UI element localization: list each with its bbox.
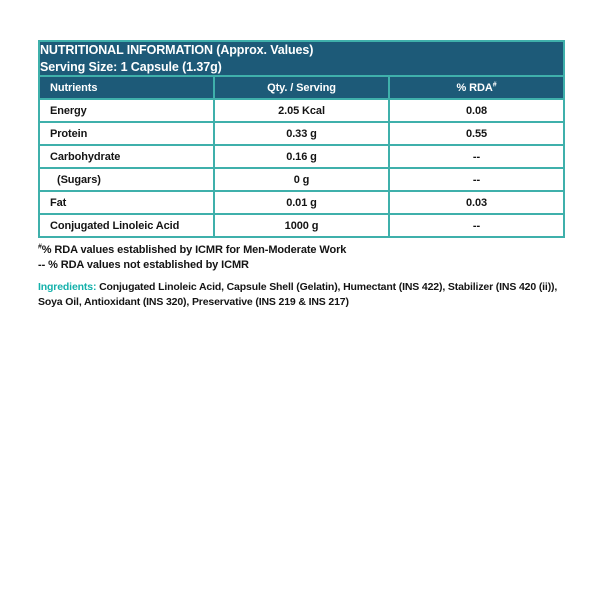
rda-percent-cell: --	[389, 145, 564, 168]
rda-percent-cell: --	[389, 168, 564, 191]
ingredients-text: Conjugated Linoleic Acid, Capsule Shell (Gelatin), Humectant (INS 422), Stabilizer (INS 420 (ii)), Soya Oil, Antioxidant (INS 320), Preservative (INS 219 & INS 217)	[38, 281, 558, 308]
title-row	[39, 41, 564, 76]
nutrient-name-cell: (Sugars)	[39, 168, 214, 191]
rda-header-text: % RDA	[456, 81, 493, 94]
footnote-dash-marker: --	[38, 259, 46, 271]
nutrient-name-cell: Protein	[39, 122, 214, 145]
table-row	[39, 122, 564, 145]
nutrition-label	[38, 40, 565, 310]
qty-per-serving-cell: 0.01 g	[214, 191, 389, 214]
table-row	[39, 191, 564, 214]
qty-per-serving-cell: 0 g	[214, 168, 389, 191]
footnote-hash-marker: #	[38, 243, 42, 251]
table-row	[39, 145, 564, 168]
footnote-rda-not-established-text: % RDA values not established by ICMR	[48, 259, 249, 271]
table-title-band	[39, 41, 564, 76]
rda-percent-cell: 0.03	[389, 191, 564, 214]
rda-percent-cell: 0.08	[389, 99, 564, 122]
column-header-row	[39, 76, 564, 99]
qty-per-serving-cell: 1000 g	[214, 214, 389, 237]
table-row	[39, 214, 564, 237]
table-body	[39, 99, 564, 237]
nutrition-table	[38, 40, 565, 238]
footnote-rda-established	[38, 243, 565, 258]
qty-per-serving-cell: 2.05 Kcal	[214, 99, 389, 122]
footnotes	[38, 243, 565, 273]
footnote-rda-not-established	[38, 258, 565, 273]
qty-per-serving-cell: 0.16 g	[214, 145, 389, 168]
column-header-rda	[389, 76, 564, 99]
ingredients-label: Ingredients:	[38, 281, 97, 293]
rda-percent-cell: 0.55	[389, 122, 564, 145]
nutrient-name-cell: Energy	[39, 99, 214, 122]
table-row	[39, 168, 564, 191]
column-header-qty-serving: Qty. / Serving	[214, 76, 389, 99]
nutrient-name-cell: Fat	[39, 191, 214, 214]
rda-header-superscript: #	[492, 80, 497, 88]
rda-percent-cell: --	[389, 214, 564, 237]
nutrient-name-cell: Conjugated Linoleic Acid	[39, 214, 214, 237]
table-row	[39, 99, 564, 122]
footnote-rda-established-text: % RDA values established by ICMR for Men-Moderate Work	[41, 244, 347, 256]
serving-size: Serving Size: 1 Capsule (1.37g)	[40, 59, 222, 74]
nutrient-name-cell: Carbohydrate	[39, 145, 214, 168]
qty-per-serving-cell: 0.33 g	[214, 122, 389, 145]
table-title: NUTRITIONAL INFORMATION (Approx. Values)	[40, 43, 314, 57]
ingredients-paragraph	[38, 280, 565, 310]
column-header-nutrients: Nutrients	[39, 76, 214, 99]
